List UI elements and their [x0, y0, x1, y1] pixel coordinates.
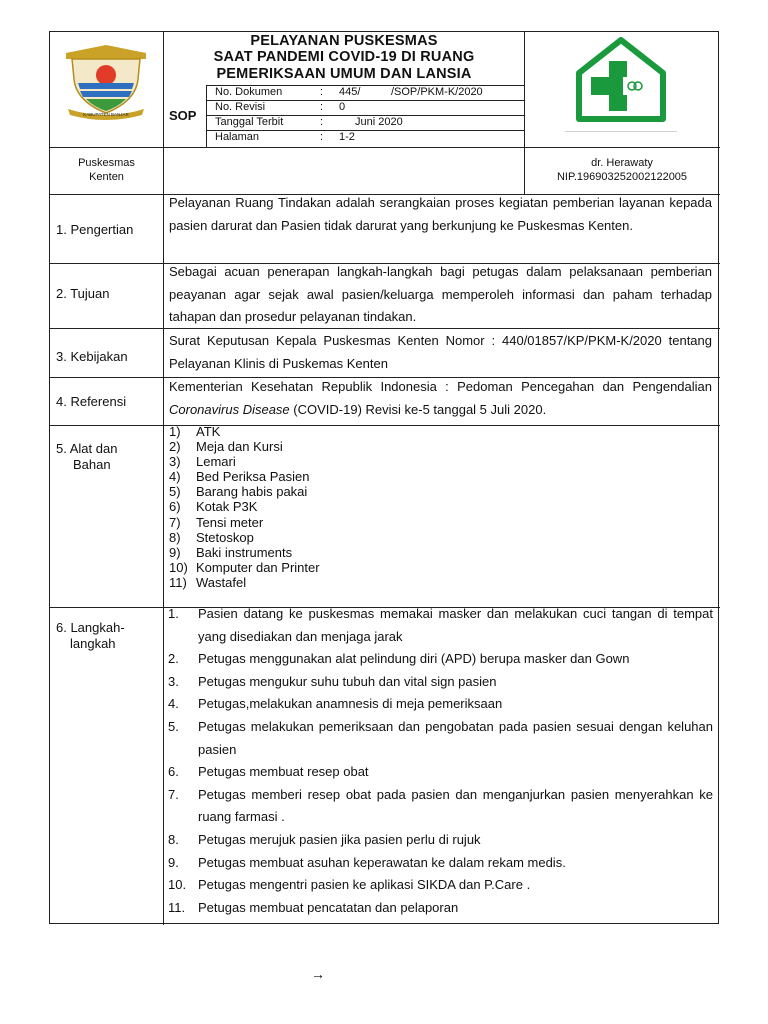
sop-document: [49, 31, 719, 924]
step-item-number: 3.: [168, 673, 179, 689]
tool-item-text: Kotak P3K: [196, 499, 258, 515]
referensi-italic: Coronavirus Disease: [169, 401, 290, 417]
step-item-number: 1.: [168, 606, 179, 621]
step-item-text: Petugas memberi resep obat pada pasien dan menganjurkan pasien menyerahkan ke ruang farmasi .: [198, 786, 713, 825]
sign-left: [50, 156, 163, 184]
title-line-1: PELAYANAN PUSKESMAS: [250, 33, 438, 49]
tool-item-text: Tensi meter: [196, 514, 264, 530]
logo-caption: KABUPATEN BANJAR: [83, 112, 129, 117]
step-item: [168, 829, 713, 852]
step-item: [168, 603, 713, 648]
tool-item: [169, 499, 320, 514]
step-item-text: Petugas mengukur suhu tubuh dan vital sign pasien: [198, 673, 497, 689]
step-item: [168, 671, 713, 694]
tool-item: [169, 575, 320, 590]
sign-right: [524, 156, 720, 184]
label-langkah-line2: langkah: [70, 636, 116, 651]
referensi-part-b: (COVID-19) Revisi ke-5 tanggal 5 Juli 2020.: [289, 401, 547, 417]
tool-item-text: ATK: [196, 424, 221, 439]
step-item: [168, 761, 713, 784]
tool-item-text: Baki instruments: [196, 544, 293, 560]
step-item-number: 11.: [168, 899, 186, 915]
meta-value-tanggal-terbit: Juni 2020: [355, 116, 403, 128]
tool-item-number: 11): [169, 574, 187, 590]
puskesmas-logo: [571, 37, 671, 129]
meta-sep: :: [320, 101, 324, 113]
step-item-number: 8.: [168, 831, 179, 847]
text-tujuan: Sebagai acuan penerapan langkah-langkah bagi petugas dalam pelaksanaan pemberian peayanan agar sejak awal pasien/keluarga memperoleh informasi dan paham terhadap tahapan dan prosedur pelayanan tindakan.: [169, 264, 712, 324]
meta-sep: :: [320, 86, 324, 98]
tool-item-text: Bed Periksa Pasien: [196, 469, 310, 485]
label-tujuan: 2. Tujuan: [56, 286, 110, 301]
tool-item: [169, 484, 320, 499]
tool-item-number: 3): [169, 454, 181, 470]
tool-item-number: 6): [169, 499, 181, 515]
step-item: [168, 648, 713, 671]
label-kebijakan: 3. Kebijakan: [56, 349, 128, 364]
meta-label-no-dokumen: No. Dokumen: [215, 86, 283, 98]
sign-left-line2: Kenten: [89, 171, 124, 183]
title-line-2: SAAT PANDEMI COVID-19 DI RUANG: [213, 49, 475, 65]
tools-list: [169, 424, 320, 590]
label-pengertian: 1. Pengertian: [56, 222, 134, 237]
tool-item-number: 7): [169, 514, 181, 530]
tool-item: [169, 469, 320, 484]
step-item: [168, 852, 713, 875]
tool-item-text: Lemari: [196, 454, 236, 470]
step-item-text: Pasien datang ke puskesmas memakai masker dan melakukan cuci tangan di tempat yang disediakan dan menjaga jarak: [198, 606, 713, 644]
tool-item-number: 9): [169, 544, 181, 560]
step-item-text: Petugas merujuk pasien jika pasien perlu di rujuk: [198, 831, 481, 847]
step-item: [168, 716, 713, 761]
meta-sep: :: [320, 116, 324, 128]
step-item-text: Petugas menggunakan alat pelindung diri (APD) berupa masker dan Gown: [198, 651, 630, 667]
tool-item: [169, 424, 320, 439]
meta-value-no-revisi: 0: [339, 101, 346, 113]
tool-item-text: Meja dan Kursi: [196, 439, 283, 455]
label-langkah: [56, 620, 125, 652]
meta-value-no-dokumen: 445/ /SOP/PKM-K/2020: [339, 86, 483, 98]
tool-item-number: 2): [169, 439, 181, 455]
step-item: [168, 897, 713, 920]
step-item-text: Petugas mengentri pasien ke aplikasi SIKDA dan P.Care .: [198, 877, 531, 893]
step-item-text: Petugas membuat resep obat: [198, 764, 369, 780]
step-item-number: 9.: [168, 854, 179, 870]
tool-item: [169, 515, 320, 530]
sign-right-line2: NIP.196903252002122005: [556, 171, 688, 183]
step-item-text: Petugas melakukan pemeriksaan dan pengobatan pada pasien sesuai dengan keluhan pasien: [198, 718, 713, 757]
text-pengertian: Pelayanan Ruang Tindakan adalah serangkaian proses kegiatan pemberian layanan kepada pasien darurat dan Pasien tidak darurat yang berkunjung ke Puskesmas Kenten.: [169, 195, 712, 233]
referensi-part-a: Kementerian Kesehatan Republik Indonesia : Pedoman Pencegahan dan Pengendalian: [169, 379, 712, 394]
tool-item-text: Barang habis pakai: [196, 484, 308, 500]
tool-item: [169, 439, 320, 454]
tool-item-number: 1): [169, 424, 181, 439]
step-item: [168, 784, 713, 829]
label-referensi: 4. Referensi: [56, 394, 127, 409]
title-line-3: PEMERIKSAAN UMUM DAN LANSIA: [216, 66, 472, 82]
step-item: [168, 874, 713, 897]
meta-label-halaman: Halaman: [215, 131, 260, 143]
tool-item-number: 8): [169, 529, 181, 545]
sign-left-line1: Puskesmas: [78, 157, 135, 169]
tool-item-text: Stetoskop: [196, 529, 254, 545]
tool-item: [169, 530, 320, 545]
label-alat-line1: 5. Alat dan: [56, 441, 118, 456]
step-item-number: 7.: [168, 786, 179, 802]
label-langkah-line1: 6. Langkah-: [56, 620, 125, 635]
tool-item: [169, 545, 320, 560]
step-item-number: 10.: [168, 877, 187, 893]
step-item-number: 5.: [168, 718, 179, 734]
tool-item-text: Komputer dan Printer: [196, 559, 320, 575]
step-item-text: Petugas,melakukan anamnesis di meja pemeriksaan: [198, 696, 503, 712]
meta-sep: :: [320, 131, 324, 143]
label-alat-line2: Bahan: [73, 457, 111, 472]
step-item-text: Petugas membuat pencatatan dan pelaporan: [198, 899, 459, 915]
label-alat-bahan: [56, 441, 117, 473]
step-item-number: 6.: [168, 764, 179, 780]
tool-item: [169, 560, 320, 575]
sign-right-line1: dr. Herawaty: [591, 157, 653, 169]
meta-label-no-revisi: No. Revisi: [215, 101, 266, 113]
meta-label-tanggal-terbit: Tanggal Terbit: [215, 116, 284, 128]
tool-item-number: 4): [169, 469, 181, 485]
step-item: [168, 693, 713, 716]
step-item-number: 4.: [168, 696, 179, 712]
tool-item-text: Wastafel: [196, 574, 247, 590]
steps-list: [168, 603, 713, 919]
meta-value-halaman: 1-2: [339, 131, 355, 143]
text-referensi: [169, 376, 712, 421]
step-item-number: 2.: [168, 651, 179, 667]
regency-logo: [62, 39, 150, 121]
tool-item-number: 5): [169, 484, 181, 500]
sop-label: SOP: [169, 108, 197, 123]
step-item-text: Petugas membuat asuhan keperawatan ke dalam rekam medis.: [198, 854, 566, 870]
arrow-icon: →: [311, 966, 325, 982]
tool-item: [169, 454, 320, 469]
tool-item-number: 10): [169, 559, 188, 575]
text-kebijakan: Surat Keputusan Kepala Puskesmas Kenten Nomor : 440/01857/KP/PKM-K/2020 tentang Pelayanan Klinis di Puskemas Kenten: [169, 333, 712, 371]
